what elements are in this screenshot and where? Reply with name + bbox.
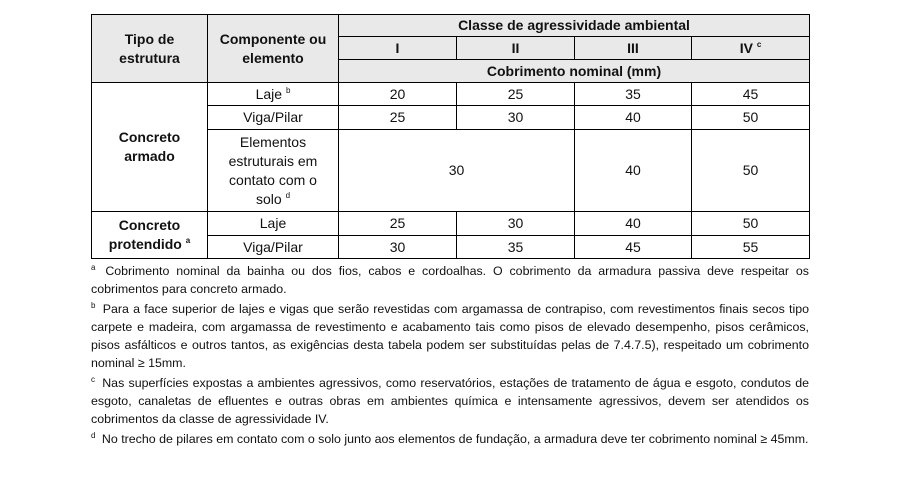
- cell-value: 40: [575, 106, 692, 130]
- cell-value: 45: [692, 83, 810, 106]
- cell-value: 45: [575, 236, 692, 259]
- header-classe-agressividade: Classe de agressividade ambiental: [339, 15, 810, 37]
- cell-value: 50: [692, 212, 810, 236]
- footnote-b: $^b$ Para a face superior de lajes e vigas que serão revestidas com argamassa de contrapiso, com revestimentos finais secos tipo carpete e madeira, com argamassa de revestimento e acabamento tais como pisos de elevado desempenho, pisos cerâmicos, pisos asfálticos e outros tantos, as exigências desta tabela podem ser substituídas pelas de 7.4.7.5), respeitado um cobrimento nominal ≥ 15mm.: [91, 301, 809, 370]
- cell-componente: Viga/Pilar: [208, 236, 339, 259]
- cell-value: 40: [575, 212, 692, 236]
- cell-value: 30: [457, 212, 575, 236]
- cell-value: 55: [692, 236, 810, 259]
- document-page: [91, 14, 809, 450]
- header-componente: Componente ou elemento: [208, 15, 339, 83]
- cobrimento-table: [91, 14, 810, 259]
- table-row: [92, 212, 810, 236]
- label-concreto-armado: Concreto armado: [92, 83, 208, 212]
- footnote-d: $^d$ No trecho de pilares em contato com o solo junto aos elementos de fundação, a armadura deve ter cobrimento nominal ≥ 45mm.: [91, 431, 809, 446]
- table-row: [92, 83, 810, 106]
- table-footnotes: [91, 262, 809, 448]
- label-concreto-protendido: Concreto protendido $^a$: [92, 212, 208, 259]
- cell-componente: Laje $^b$: [208, 83, 339, 106]
- cell-componente: Viga/Pilar: [208, 106, 339, 130]
- cell-value: 35: [575, 83, 692, 106]
- header-classe-ii: II: [457, 37, 575, 60]
- cell-value: 30: [457, 106, 575, 130]
- header-tipo-estrutura: Tipo de estrutura: [92, 15, 208, 83]
- cell-value: 30: [339, 236, 457, 259]
- cell-componente-contato-solo: Elementos estruturais em contato com o solo $^d$: [208, 130, 339, 212]
- cell-value: 25: [339, 106, 457, 130]
- footnote-c: $^c$ Nas superfícies expostas a ambientes agressivos, como reservatórios, estações de tratamento de água e esgoto, condutos de esgoto, canaletas de efluentes e outras obras em ambientes química e intensamente agressivos, devem ser atendidos os cobrimentos da classe de agressividade IV.: [91, 375, 809, 426]
- cell-value: 35: [457, 236, 575, 259]
- header-classe-i: I: [339, 37, 457, 60]
- cell-value: 50: [692, 130, 810, 212]
- cell-value: 20: [339, 83, 457, 106]
- cell-value: 40: [575, 130, 692, 212]
- cell-value: 50: [692, 106, 810, 130]
- footnote-a: $^a$ Cobrimento nominal da bainha ou dos fios, cabos e cordoalhas. O cobrimento da armadura passiva deve respeitar os cobrimentos para concreto armado.: [91, 263, 809, 296]
- header-cobrimento-nominal: Cobrimento nominal (mm): [339, 60, 810, 83]
- cell-value: 30: [339, 130, 575, 212]
- header-classe-iii: III: [575, 37, 692, 60]
- cell-componente: Laje: [208, 212, 339, 236]
- cell-value: 25: [339, 212, 457, 236]
- header-classe-iv: IV $^c$: [692, 37, 810, 60]
- cell-value: 25: [457, 83, 575, 106]
